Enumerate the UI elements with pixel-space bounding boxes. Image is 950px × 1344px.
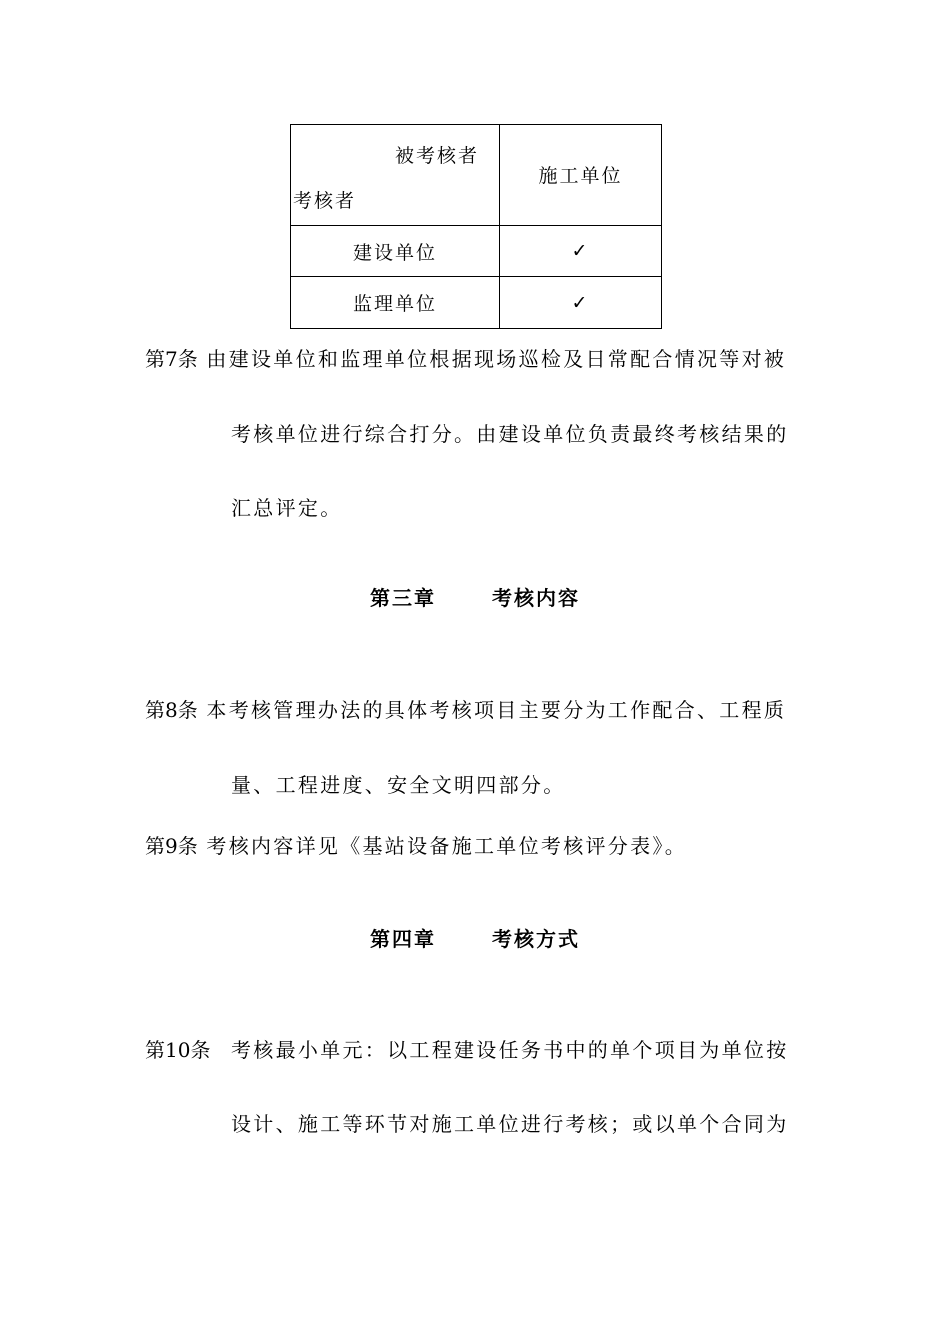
- article-8-line-1: [145, 694, 786, 723]
- table-header-construction-unit: 施工单位: [500, 125, 662, 226]
- article-9-text-1: 考核内容详见《基站设备施工单位考核评分表》。: [206, 834, 688, 858]
- chapter-4-number: 第四章: [370, 927, 436, 951]
- article-8-text-1: 本考核管理办法的具体考核项目主要分为工作配合、工程质: [206, 698, 787, 722]
- chapter-4-heading: [370, 923, 436, 952]
- table-header-assessor: 考核者: [293, 189, 357, 212]
- article-7-line-3: 汇总评定。: [231, 496, 343, 520]
- article-7-line-2: 考核单位进行综合打分。由建设单位负责最终考核结果的: [231, 422, 789, 446]
- article-9-number: 第9条: [145, 834, 198, 858]
- article-7-number: 第7条: [145, 347, 198, 371]
- article-10-line-1: 考核最小单元：以工程建设任务书中的单个项目为单位按: [231, 1038, 789, 1062]
- article-9-line-1: [145, 830, 687, 859]
- article-8-number: 第8条: [145, 698, 198, 722]
- table-row-label: 建设单位: [291, 225, 500, 277]
- table-row-label: 监理单位: [291, 277, 500, 329]
- chapter-3-title: 考核内容: [492, 586, 580, 610]
- article-8-line-2: 量、工程进度、安全文明四部分。: [231, 773, 566, 797]
- article-10-line-2: 设计、施工等环节对施工单位进行考核；或以单个合同为: [231, 1112, 789, 1136]
- article-7-line-1: [145, 343, 786, 372]
- article-7-text-1: 由建设单位和监理单位根据现场巡检及日常配合情况等对被: [206, 347, 787, 371]
- chapter-3-number: 第三章: [370, 586, 436, 610]
- chapter-4-title: 考核方式: [492, 927, 580, 951]
- table-header-row: [291, 125, 662, 226]
- article-10-number-text: 第10条: [145, 1038, 211, 1062]
- article-10-number: [145, 1034, 210, 1063]
- check-mark-icon: ✓: [500, 277, 662, 329]
- table-row: [291, 225, 662, 277]
- chapter-3-heading: [370, 582, 436, 611]
- table-header-diagonal-cell: [291, 125, 500, 226]
- check-mark-icon: ✓: [500, 225, 662, 277]
- table-header-assessed: 被考核者: [394, 145, 479, 167]
- assessment-table: [290, 124, 662, 329]
- table-row: [291, 277, 662, 329]
